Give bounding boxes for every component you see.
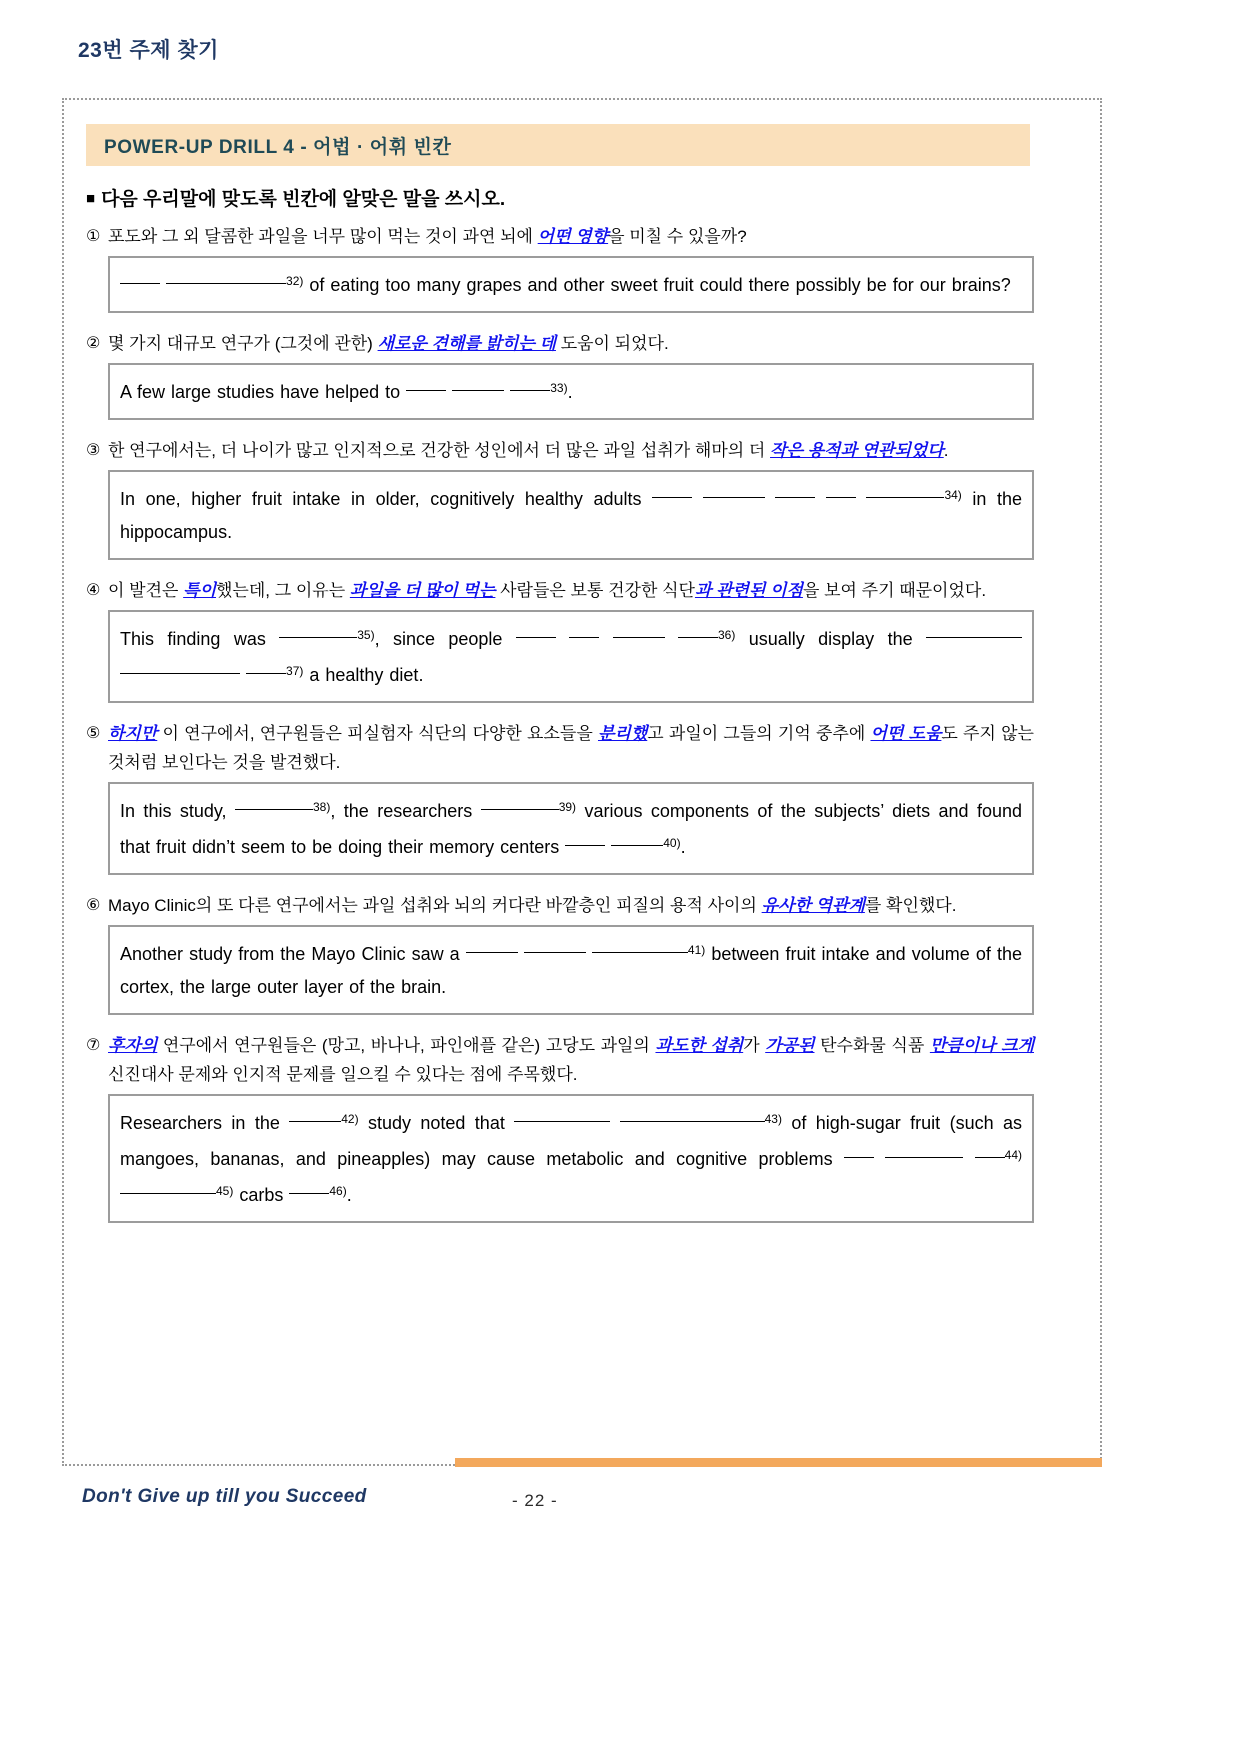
instruction-text: 다음 우리말에 맞도록 빈칸에 알맞은 말을 쓰시오. — [101, 189, 506, 210]
english-sentence-text — [692, 489, 703, 509]
plain-phrase: 포도와 그 외 달콤한 과일을 너무 많이 먹는 것이 과연 뇌에 — [108, 227, 538, 246]
blank-number-marker: 32) — [286, 274, 304, 288]
answer-box[interactable] — [108, 610, 1034, 703]
answer-box[interactable] — [108, 363, 1034, 420]
plain-phrase: . — [943, 441, 949, 460]
english-sentence-text: in the hippocampus. — [120, 489, 1022, 542]
plain-phrase: Mayo Clinic의 또 다른 연구에서는 과일 섭취와 뇌의 커다란 바깥층인 피질의 용적 사이의 — [108, 896, 762, 915]
blank-number-marker: 39) — [558, 800, 577, 814]
answer-box[interactable] — [108, 470, 1034, 560]
answer-blank[interactable] — [514, 1104, 610, 1122]
answer-blank[interactable] — [926, 620, 1022, 638]
blank-number-marker: 35) — [357, 628, 375, 642]
highlighted-phrase: 새로운 견해를 밝히는 데 — [377, 334, 556, 353]
highlighted-phrase: 과 관련된 이점 — [694, 581, 803, 600]
answer-blank[interactable] — [524, 935, 586, 953]
english-sentence-text: , the researchers — [330, 801, 481, 821]
plain-phrase: 사람들은 보통 건강한 식단 — [495, 581, 695, 600]
answer-box[interactable] — [108, 782, 1034, 875]
answer-box[interactable] — [108, 925, 1034, 1015]
answer-blank[interactable] — [289, 1176, 329, 1194]
blank-number-marker: 42) — [341, 1112, 359, 1126]
blank-number-marker: 46) — [329, 1184, 347, 1198]
blank-number-marker: 33) — [550, 381, 568, 395]
english-sentence-text — [556, 629, 569, 649]
highlighted-phrase: 특이 — [183, 581, 216, 600]
highlighted-phrase: 과도한 섭취 — [655, 1036, 744, 1055]
english-sentence-text — [874, 1149, 885, 1169]
answer-blank[interactable] — [466, 935, 518, 953]
korean-prompt-line — [86, 329, 1034, 358]
item-number: ③ — [86, 442, 101, 459]
korean-prompt-text — [108, 719, 1034, 777]
answer-box[interactable] — [108, 256, 1034, 313]
english-sentence-text: various components of the subjects’ diets and found that fruit didn’t seem to be doing their memory centers — [120, 801, 1023, 857]
answer-blank[interactable] — [120, 656, 240, 674]
answer-blank[interactable] — [775, 480, 815, 498]
item-number: ⑥ — [86, 897, 101, 914]
plain-phrase: 고 과일이 그들의 기억 중추에 — [647, 724, 871, 743]
answer-blank[interactable] — [452, 373, 504, 391]
plain-phrase: 한 연구에서는, 더 나이가 많고 인지적으로 건강한 성인에서 더 많은 과일 섭취가 해마의 더 — [108, 441, 771, 460]
question-item — [86, 719, 1034, 875]
plain-phrase: 을 보여 주기 때문이었다. — [802, 581, 987, 600]
answer-blank[interactable] — [975, 1140, 1005, 1158]
english-sentence-text — [963, 1149, 974, 1169]
plain-phrase: 을 미칠 수 있을까? — [608, 227, 747, 246]
answer-blank[interactable] — [652, 480, 692, 498]
korean-prompt-text — [108, 329, 1034, 358]
answer-blank[interactable] — [246, 656, 286, 674]
blank-number-marker: 44) — [1004, 1148, 1022, 1162]
highlighted-phrase: 유사한 역관계 — [761, 896, 865, 915]
answer-blank[interactable] — [826, 480, 856, 498]
plain-phrase: 몇 가지 대규모 연구가 (그것에 관한) — [108, 334, 378, 353]
english-sentence-text: A few large studies have helped to — [120, 382, 407, 402]
blank-number-marker: 38) — [313, 800, 331, 814]
plain-phrase: 했는데, 그 이유는 — [216, 581, 350, 600]
plain-phrase: 연구에서 연구원들은 (망고, 바나나, 파인애플 같은) 고당도 과일의 — [157, 1036, 656, 1055]
blank-number-marker: 36) — [718, 628, 736, 642]
highlighted-phrase: 만큼이나 크게 — [929, 1036, 1034, 1055]
answer-blank[interactable] — [613, 620, 665, 638]
english-sentence-text: between fruit intake and volume of the cortex, the large outer layer of the brain. — [120, 944, 1022, 997]
korean-prompt-line — [86, 222, 1034, 251]
highlighted-phrase: 어떤 도움 — [870, 724, 942, 743]
blank-number-marker: 34) — [944, 488, 962, 502]
answer-blank[interactable] — [592, 935, 688, 953]
answer-blank[interactable] — [620, 1104, 765, 1122]
blank-number-marker: 37) — [286, 664, 304, 678]
highlighted-phrase: 작은 용적과 연관되었다 — [770, 441, 944, 460]
item-number: ① — [86, 228, 101, 245]
english-sentence-text — [856, 489, 867, 509]
plain-phrase: 를 확인했다. — [864, 896, 957, 915]
item-number: ⑤ — [86, 725, 101, 742]
highlighted-phrase: 가공된 — [765, 1036, 815, 1055]
blank-number-marker: 41) — [687, 943, 706, 957]
english-sentence-text — [610, 1113, 619, 1133]
answer-blank[interactable] — [166, 266, 286, 284]
english-sentence-text: In this study, — [120, 801, 235, 821]
answer-blank[interactable] — [289, 1104, 341, 1122]
plain-phrase: 이 연구에서, 연구원들은 피실험자 식단의 다양한 요소들을 — [157, 724, 598, 743]
korean-prompt-text — [108, 1031, 1034, 1089]
korean-prompt-line — [86, 576, 1034, 605]
question-item — [86, 891, 1034, 1015]
footer-page-number: - 22 - — [512, 1491, 558, 1510]
answer-blank[interactable] — [510, 373, 550, 391]
answer-blank[interactable] — [885, 1140, 963, 1158]
drill-banner — [86, 124, 1030, 166]
item-number: ② — [86, 335, 101, 352]
answer-blank[interactable] — [611, 828, 663, 846]
highlighted-phrase: 후자의 — [108, 1036, 158, 1055]
answer-blank[interactable] — [866, 480, 944, 498]
plain-phrase: 도 주지 않는 것처럼 보인다는 것을 발견했다. — [108, 724, 1034, 772]
answer-blank[interactable] — [565, 828, 605, 846]
korean-prompt-text — [108, 891, 1034, 920]
highlighted-phrase: 어떤 영향 — [537, 227, 609, 246]
plain-phrase: 신진대사 문제와 인지적 문제를 일으킬 수 있다는 점에 주목했다. — [108, 1065, 578, 1084]
question-item — [86, 576, 1034, 703]
answer-blank[interactable] — [569, 620, 599, 638]
english-sentence-text — [765, 489, 776, 509]
plain-phrase: 도움이 되었다. — [555, 334, 669, 353]
question-item — [86, 436, 1034, 560]
answer-blank[interactable] — [678, 620, 718, 638]
korean-prompt-line — [86, 719, 1034, 777]
english-sentence-text: . — [680, 837, 686, 857]
english-sentence-text: Researchers in the — [120, 1113, 290, 1133]
blank-number-marker: 40) — [663, 836, 681, 850]
drill-banner-title: POWER-UP DRILL 4 - 어법 · 어휘 빈칸 — [104, 136, 452, 158]
blank-number-marker: 45) — [216, 1184, 234, 1198]
answer-blank[interactable] — [235, 792, 313, 810]
english-sentence-text: study noted that — [358, 1113, 515, 1133]
question-item — [86, 222, 1034, 313]
item-number: ④ — [86, 582, 101, 599]
answer-blank[interactable] — [279, 620, 357, 638]
english-sentence-text: carbs — [233, 1185, 290, 1205]
answer-blank[interactable] — [120, 1176, 216, 1194]
korean-prompt-text — [108, 576, 1034, 605]
korean-prompt-text — [108, 436, 1034, 465]
english-sentence-text: , since people — [374, 629, 516, 649]
question-item — [86, 1031, 1034, 1223]
blank-number-marker: 43) — [764, 1112, 782, 1126]
answer-box[interactable] — [108, 1094, 1034, 1223]
english-sentence-text: This finding was — [120, 629, 280, 649]
highlighted-phrase: 분리했 — [597, 724, 648, 743]
english-sentence-text: Another study from the Mayo Clinic saw a — [120, 944, 466, 964]
answer-blank[interactable] — [516, 620, 556, 638]
instruction-line — [86, 184, 505, 211]
plain-phrase: 가 — [743, 1036, 766, 1055]
korean-prompt-line — [86, 436, 1034, 465]
page-title: 23번 주제 찾기 — [78, 39, 219, 62]
english-sentence-text: . — [567, 382, 573, 402]
answer-blank[interactable] — [406, 373, 446, 391]
english-sentence-text: usually display the — [735, 629, 926, 649]
english-sentence-text: of eating too many grapes and other sweet fruit could there possibly be for our brains? — [303, 275, 1011, 295]
frame-accent-bar — [455, 1458, 1102, 1467]
english-sentence-text: . — [346, 1185, 352, 1205]
english-sentence-text: a healthy diet. — [303, 665, 424, 685]
english-sentence-text: In one, higher fruit intake in older, cognitively healthy adults — [120, 489, 653, 509]
bullet-square-icon: ■ — [86, 190, 96, 207]
english-sentence-text: of high-sugar fruit (such as mangoes, bananas, and pineapples) may cause metabolic and cognitive problems — [120, 1113, 1022, 1169]
korean-prompt-text — [108, 222, 1034, 251]
plain-phrase: 탄수화물 식품 — [814, 1036, 930, 1055]
english-sentence-text — [599, 629, 612, 649]
highlighted-phrase: 하지만 — [108, 724, 158, 743]
answer-blank[interactable] — [703, 480, 765, 498]
plain-phrase: 이 발견은 — [108, 581, 184, 600]
korean-prompt-line — [86, 1031, 1034, 1089]
item-number: ⑦ — [86, 1037, 101, 1054]
english-sentence-text — [665, 629, 678, 649]
answer-blank[interactable] — [844, 1140, 874, 1158]
answer-blank[interactable] — [481, 792, 559, 810]
korean-prompt-line — [86, 891, 1034, 920]
question-item — [86, 329, 1034, 420]
question-list — [86, 222, 1034, 1239]
footer-motto: Don't Give up till you Succeed — [82, 1486, 367, 1507]
highlighted-phrase: 과일을 더 많이 먹는 — [349, 581, 496, 600]
answer-blank[interactable] — [120, 266, 160, 284]
english-sentence-text — [815, 489, 826, 509]
